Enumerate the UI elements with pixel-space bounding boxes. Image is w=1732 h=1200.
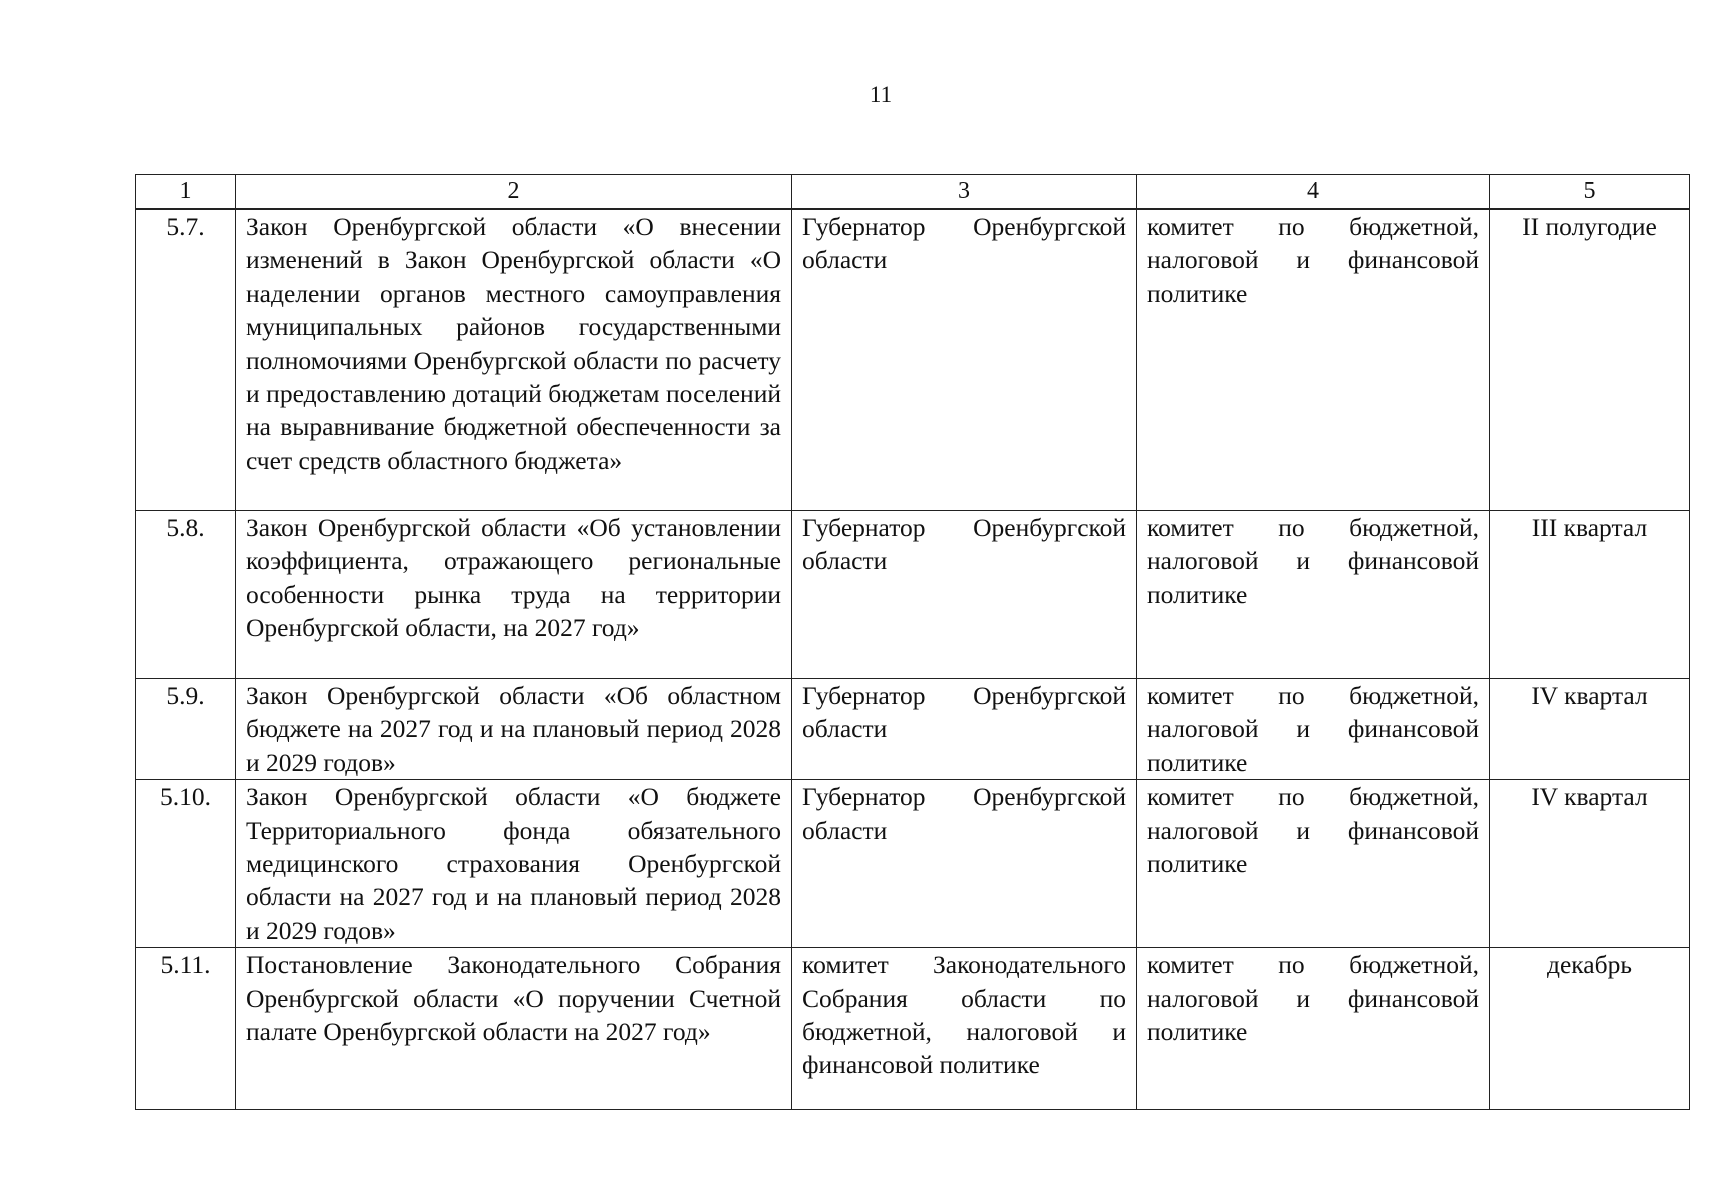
- header-cell-4: 4: [1137, 175, 1490, 210]
- row-number: 5.8.: [136, 511, 236, 679]
- initiator: комитет Законодательного Собрания области по бюджетной, налоговой и финансовой политике: [792, 948, 1137, 1110]
- deadline: IV квартал: [1490, 780, 1690, 948]
- responsible-committee: комитет по бюджетной, налоговой и финансовой политике: [1137, 948, 1490, 1110]
- table-row: [136, 780, 1690, 948]
- responsible-committee: комитет по бюджетной, налоговой и финансовой политике: [1137, 209, 1490, 511]
- deadline: III квартал: [1490, 511, 1690, 679]
- document-title: Закон Оренбургской области «О внесении изменений в Закон Оренбургской области «О наделении органов местного самоуправления муниципальных районов государственными полномочиями Оренбургской области по расчету и предоставлению дотаций бюджетам поселений на выравнивание бюджетной обеспеченности за счет средств областного бюджета»: [236, 209, 792, 511]
- responsible-committee: комитет по бюджетной, налоговой и финансовой политике: [1137, 511, 1490, 679]
- row-number: 5.7.: [136, 209, 236, 511]
- table-row: [136, 948, 1690, 1110]
- page-number: 11: [869, 82, 893, 107]
- row-number: 5.10.: [136, 780, 236, 948]
- responsible-committee: комитет по бюджетной, налоговой и финансовой политике: [1137, 679, 1490, 780]
- document-title: Закон Оренбургской области «Об установлении коэффициента, отражающего региональные особенности рынка труда на территории Оренбургской области, на 2027 год»: [236, 511, 792, 679]
- row-number: 5.11.: [136, 948, 236, 1110]
- plan-table: [135, 174, 1690, 1110]
- header-cell-2: 2: [236, 175, 792, 210]
- initiator: Губернатор Оренбургской области: [792, 679, 1137, 780]
- document-title: Закон Оренбургской области «Об областном бюджете на 2027 год и на плановый период 2028 и 2029 годов»: [236, 679, 792, 780]
- responsible-committee: комитет по бюджетной, налоговой и финансовой политике: [1137, 780, 1490, 948]
- deadline: декабрь: [1490, 948, 1690, 1110]
- header-cell-5: 5: [1490, 175, 1690, 210]
- initiator: Губернатор Оренбургской области: [792, 780, 1137, 948]
- document-title: Закон Оренбургской области «О бюджете Территориального фонда обязательного медицинского страхования Оренбургской области на 2027 год и на плановый период 2028 и 2029 годов»: [236, 780, 792, 948]
- row-number: 5.9.: [136, 679, 236, 780]
- table-header-row: [136, 175, 1690, 210]
- initiator: Губернатор Оренбургской области: [792, 511, 1137, 679]
- deadline: II полугодие: [1490, 209, 1690, 511]
- initiator: Губернатор Оренбургской области: [792, 209, 1137, 511]
- header-cell-3: 3: [792, 175, 1137, 210]
- table-row: [136, 209, 1690, 511]
- document-title: Постановление Законодательного Собрания Оренбургской области «О поручении Счетной палате Оренбургской области на 2027 год»: [236, 948, 792, 1110]
- table-row: [136, 511, 1690, 679]
- deadline: IV квартал: [1490, 679, 1690, 780]
- table-row: [136, 679, 1690, 780]
- header-cell-1: 1: [136, 175, 236, 210]
